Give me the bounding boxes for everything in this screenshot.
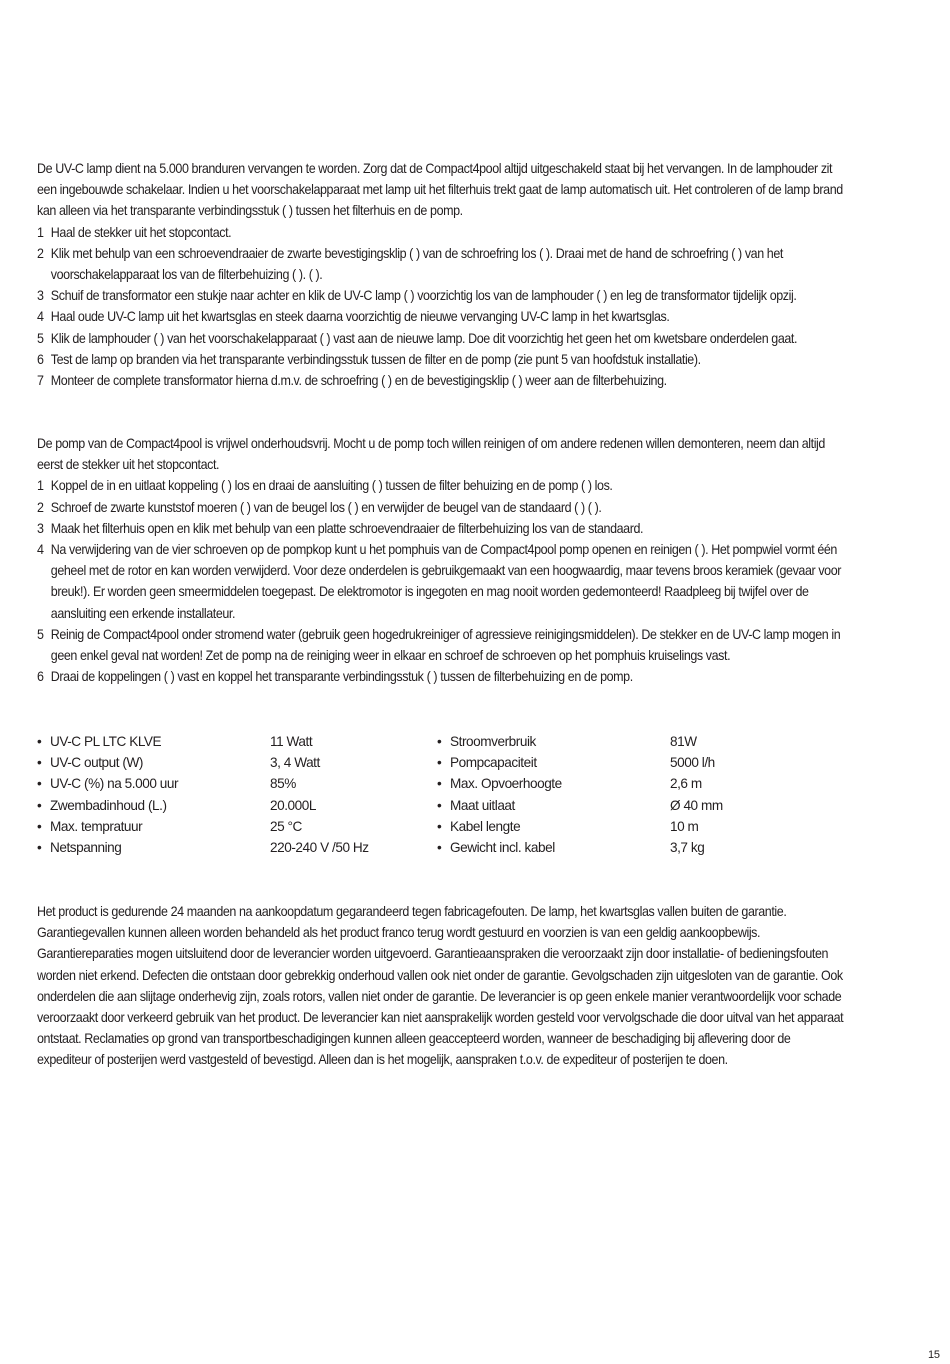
step-text: Maak het filterhuis open en klik met behulp van een platte schroevendraaier de filterbehuizing los van de standaard. [50,520,644,536]
spec-label: Zwembadinhoud (L.) [50,797,167,813]
spec-label: Netspanning [50,839,122,855]
spec-row [37,795,417,816]
list-item [37,349,847,370]
spec-value: 11 Watt [270,734,313,749]
step-number: 6 [37,669,44,685]
spec-row [37,731,417,752]
list-item [37,243,847,285]
list-item [37,306,847,327]
step-number: 3 [37,520,44,536]
spec-value: 20.000L [270,797,316,813]
bullet-icon: • [437,797,442,813]
spec-value: 81W [670,734,697,749]
list-item [37,475,847,496]
step-text: Test de lamp op branden via het transparante verbindingsstuk tussen de filter en de pomp (zie punt 5 van hoofdstuk installatie). [50,351,701,367]
step-text: Klik met behulp van een schroevendraaier de zwarte bevestigingsklip ( ) van de schroefring los ( ). Draai met de hand de schroefring ( ) van het voorschakelapparaat los van de filterbehuizing ( ). ( ). [50,245,783,283]
pump-section [37,433,847,687]
spec-label: Pompcapaciteit [450,755,537,771]
list-item [37,624,847,666]
bullet-icon: • [37,776,42,792]
spec-value: 85% [270,776,296,792]
spec-value: 25 °C [270,818,302,834]
list-item [37,285,847,306]
bullet-icon: • [37,797,42,813]
step-text: Schuif de transformator een stukje naar achter en klik de UV-C lamp ( ) voorzichtig los van de lamphouder ( ) en leg de transformator tijdelijk opzij. [50,288,797,304]
bullet-icon: • [437,839,442,855]
bullet-icon: • [37,818,42,834]
spec-label: Stroomverbruik [450,734,536,749]
specs-right-column [437,731,817,858]
step-number: 4 [37,309,44,325]
spec-row [437,752,817,773]
spec-row [437,795,817,816]
spec-row [437,837,817,858]
spec-row [437,816,817,837]
step-text: Monteer de complete transformator hierna d.m.v. de schroefring ( ) en de bevestigingsklip ( ) weer aan de filterbehuizing. [50,373,667,389]
spec-row [37,816,417,837]
step-text: Reinig de Compact4pool onder stromend water (gebruik geen hogedrukreiniger of agressieve reinigingsmiddelen). De stekker en de UV-C lamp mogen in geen enkel geval nat worden! Zet de pomp na de reiniging weer in elkaar en schroef de schroeven op het pomphuis kruiselings vast. [50,626,841,664]
spec-label: UV-C PL LTC KLVE [50,734,162,749]
spec-value: 10 m [670,818,699,834]
spec-label: Maat uitlaat [450,797,515,813]
spec-value: Ø 40 mm [670,797,723,813]
spec-value: 3, 4 Watt [270,755,320,771]
spec-value: 2,6 m [670,776,702,792]
step-number: 5 [37,626,44,642]
list-item [37,497,847,518]
spec-label: UV-C (%) na 5.000 uur [50,776,179,792]
spec-label: UV-C output (W) [50,755,143,771]
spec-row [37,773,417,794]
uvc-lamp-section [37,158,847,391]
step-text: Klik de lamphouder ( ) van het voorschakelapparaat ( ) vast aan de nieuwe lamp. Doe dit voorzichtig het geen het om kwetsbare onderdelen gaat. [50,330,798,346]
bullet-icon: • [437,776,442,792]
list-item [37,518,847,539]
spec-row [437,731,817,752]
page-number: 15 [928,1349,940,1361]
spec-value: 5000 l/h [670,755,715,771]
step-text: Haal oude UV-C lamp uit het kwartsglas en steek daarna voorzichtig de nieuwe vervanging UV-C lamp in het kwartsglas. [50,309,670,325]
step-text: Haal de stekker uit het stopcontact. [50,224,232,240]
bullet-icon: • [437,818,442,834]
warranty-section [37,901,847,1071]
list-item [37,539,847,624]
list-item [37,222,847,243]
bullet-icon: • [37,734,42,749]
list-item [37,370,847,391]
bullet-icon: • [437,734,442,749]
specs-left-column [37,731,417,858]
step-number: 3 [37,288,44,304]
list-item [37,328,847,349]
warranty-paragraph: Het product is gedurende 24 maanden na aankoopdatum gegarandeerd tegen fabricagefouten. De lamp, het kwartsglas vallen buiten de garantie. Garantiegevallen kunnen alleen worden behandeld als het product franco terug wordt gestuurd en voorzien is van een geldig aankoopbewijs. Garantiereparaties mogen uitsluitend door de leverancier worden uitgevoerd. Garantieaanspraken die veroorzaakt zijn door installatie- of bedieningsfouten worden niet erkend. Defecten die ontstaan door gebrekkig onderhoud vallen ook niet onder de garantie. Gevolgschaden zijn uitgesloten van de garantie. Ook onderdelen die aan slijtage onderhevig zijn, zoals rotors, vallen niet onder de garantie. De leverancier is op geen enkele manier verantwoordelijk voor schade veroorzaakt door verkeerd gebruik van het product. De leverancier kan niet aansprakelijk worden gesteld voor vervolgschade die door uitval van het apparaat ontstaat. Reclamaties op grond van transportbeschadigingen kunnen alleen geaccepteerd worden, wanneer de beschadiging bij aflevering door de expediteur of posterijen werd vastgesteld of bevestigd. Alleen dan is het mogelijk, aanspraken t.o.v. de expediteur of posterijen te doen. [37,904,844,1068]
step-number: 5 [37,330,44,346]
spec-label: Max. Opvoerhoogte [450,776,562,792]
uvc-intro-paragraph: De UV-C lamp dient na 5.000 branduren vervangen te worden. Zorg dat de Compact4pool altijd uitgeschakeld staat bij het vervangen. In de lamphouder zit een ingebouwde schakelaar. Indien u het voorschakelapparaat met lamp uit het filterhuis trekt gaat de lamp automatisch uit. Het controleren of de lamp brand kan alleen via het transparante verbindingsstuk ( ) tussen het filterhuis en de pomp. [37,161,843,219]
spec-label: Max. tempratuur [50,818,143,834]
spec-value: 220-240 V /50 Hz [270,839,369,855]
step-text: Draai de koppelingen ( ) vast en koppel het transparante verbindingsstuk ( ) tussen de filterbehuizing en de pomp. [50,669,633,685]
step-text: Na verwijdering van de vier schroeven op de pompkop kunt u het pomphuis van de Compact4pool pomp openen en reinigen ( ). Het pompwiel vormt één geheel met de rotor en kan worden verwijderd. Voor deze onderdelen is gebruikgemaakt van een hoogwaardig, maar tevens broos keramiek (gevaar voor breuk!). Er worden geen smeermiddelen toegepast. De elektromotor is ingegoten en mag nooit worden gedemonteerd! Raadpleeg bij twijfel over de aansluiting een erkende installateur. [50,542,841,621]
step-number: 6 [37,351,44,367]
list-item [37,666,847,687]
spec-label: Kabel lengte [450,818,521,834]
pump-steps-list [37,475,847,687]
spec-row [37,752,417,773]
step-number: 1 [37,224,44,240]
spec-value: 3,7 kg [670,839,705,855]
spec-label: Gewicht incl. kabel [450,839,555,855]
step-number: 7 [37,373,44,389]
step-text: Koppel de in en uitlaat koppeling ( ) los en draai de aansluiting ( ) tussen de filter behuizing en de pomp ( ) los. [50,478,613,494]
step-number: 2 [37,245,44,261]
step-text: Schroef de zwarte kunststof moeren ( ) van de beugel los ( ) en verwijder de beugel van de standaard ( ) ( ). [50,499,602,515]
bullet-icon: • [437,755,442,771]
bullet-icon: • [37,755,42,771]
bullet-icon: • [37,839,42,855]
step-number: 4 [37,542,44,558]
step-number: 2 [37,499,44,515]
step-number: 1 [37,478,44,494]
spec-row [37,837,417,858]
spec-row [437,773,817,794]
uvc-steps-list [37,222,847,392]
pump-intro-paragraph: De pomp van de Compact4pool is vrijwel onderhoudsvrij. Mocht u de pomp toch willen reinigen of om andere redenen willen demonteren, neem dan altijd eerst de stekker uit het stopcontact. [37,436,825,473]
